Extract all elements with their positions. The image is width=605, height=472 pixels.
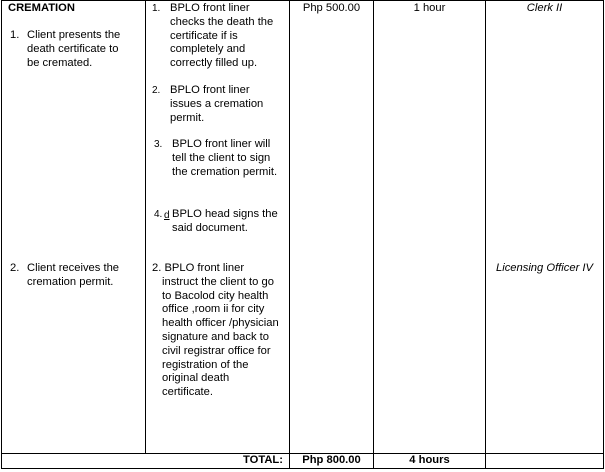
agency-action-number: 3. — [154, 139, 163, 150]
agency-action — [154, 138, 282, 179]
fees-cell — [290, 1, 374, 454]
agency-action-text: BPLO head signs the said document. — [172, 208, 278, 234]
total-label: TOTAL: — [2, 454, 290, 469]
client-step — [10, 262, 132, 290]
handwritten-mark: d — [164, 210, 170, 221]
cremation-procedure-table — [1, 0, 604, 469]
client-step-number: 2. — [10, 262, 20, 274]
agency-action-number: 2. — [152, 85, 161, 96]
total-fees: Php 800.00 — [290, 454, 374, 469]
total-empty-cell — [486, 454, 604, 469]
procedure-row — [2, 1, 604, 454]
agency-action — [152, 84, 280, 125]
person-responsible-cell — [486, 1, 604, 454]
processing-time-cell — [374, 1, 486, 454]
agency-action-number: 1. — [152, 3, 161, 14]
client-steps-cell — [2, 1, 146, 454]
agency-action — [154, 208, 282, 236]
agency-action-text: BPLO front liner will tell the client to sign the cremation permit. — [172, 138, 278, 178]
agency-action — [152, 262, 282, 400]
client-step — [10, 29, 132, 70]
agency-action-text — [152, 262, 282, 400]
fee-amount: Php 500.00 — [302, 2, 361, 14]
client-step-text: Client receives the cremation permit. — [27, 262, 120, 288]
agency-action-number: 4. — [154, 209, 163, 220]
processing-time: 1 hour — [413, 2, 446, 14]
total-row — [2, 454, 604, 469]
agency-action-body: BPLO front liner instruct the client to go to Bacolod city health office ,room ii for city health officer /physician signature and back to civil registrar office for registration of the original death certificate. — [162, 262, 279, 399]
client-step-number: 1. — [10, 29, 20, 41]
person-responsible: Licensing Officer IV — [495, 262, 593, 274]
agency-action-text: BPLO front liner checks the death the certificate if is completely and correctly filled up. — [170, 2, 274, 70]
agency-actions-cell — [146, 1, 290, 454]
client-step-text: Client presents the death certificate to be cremated. — [27, 29, 121, 69]
total-time: 4 hours — [374, 454, 486, 469]
agency-action — [152, 2, 280, 71]
person-responsible: Clerk II — [526, 2, 563, 14]
agency-action-number: 2. — [152, 262, 162, 274]
section-title: CREMATION — [8, 2, 75, 14]
agency-action-text: BPLO front liner issues a cremation permit. — [170, 84, 264, 124]
